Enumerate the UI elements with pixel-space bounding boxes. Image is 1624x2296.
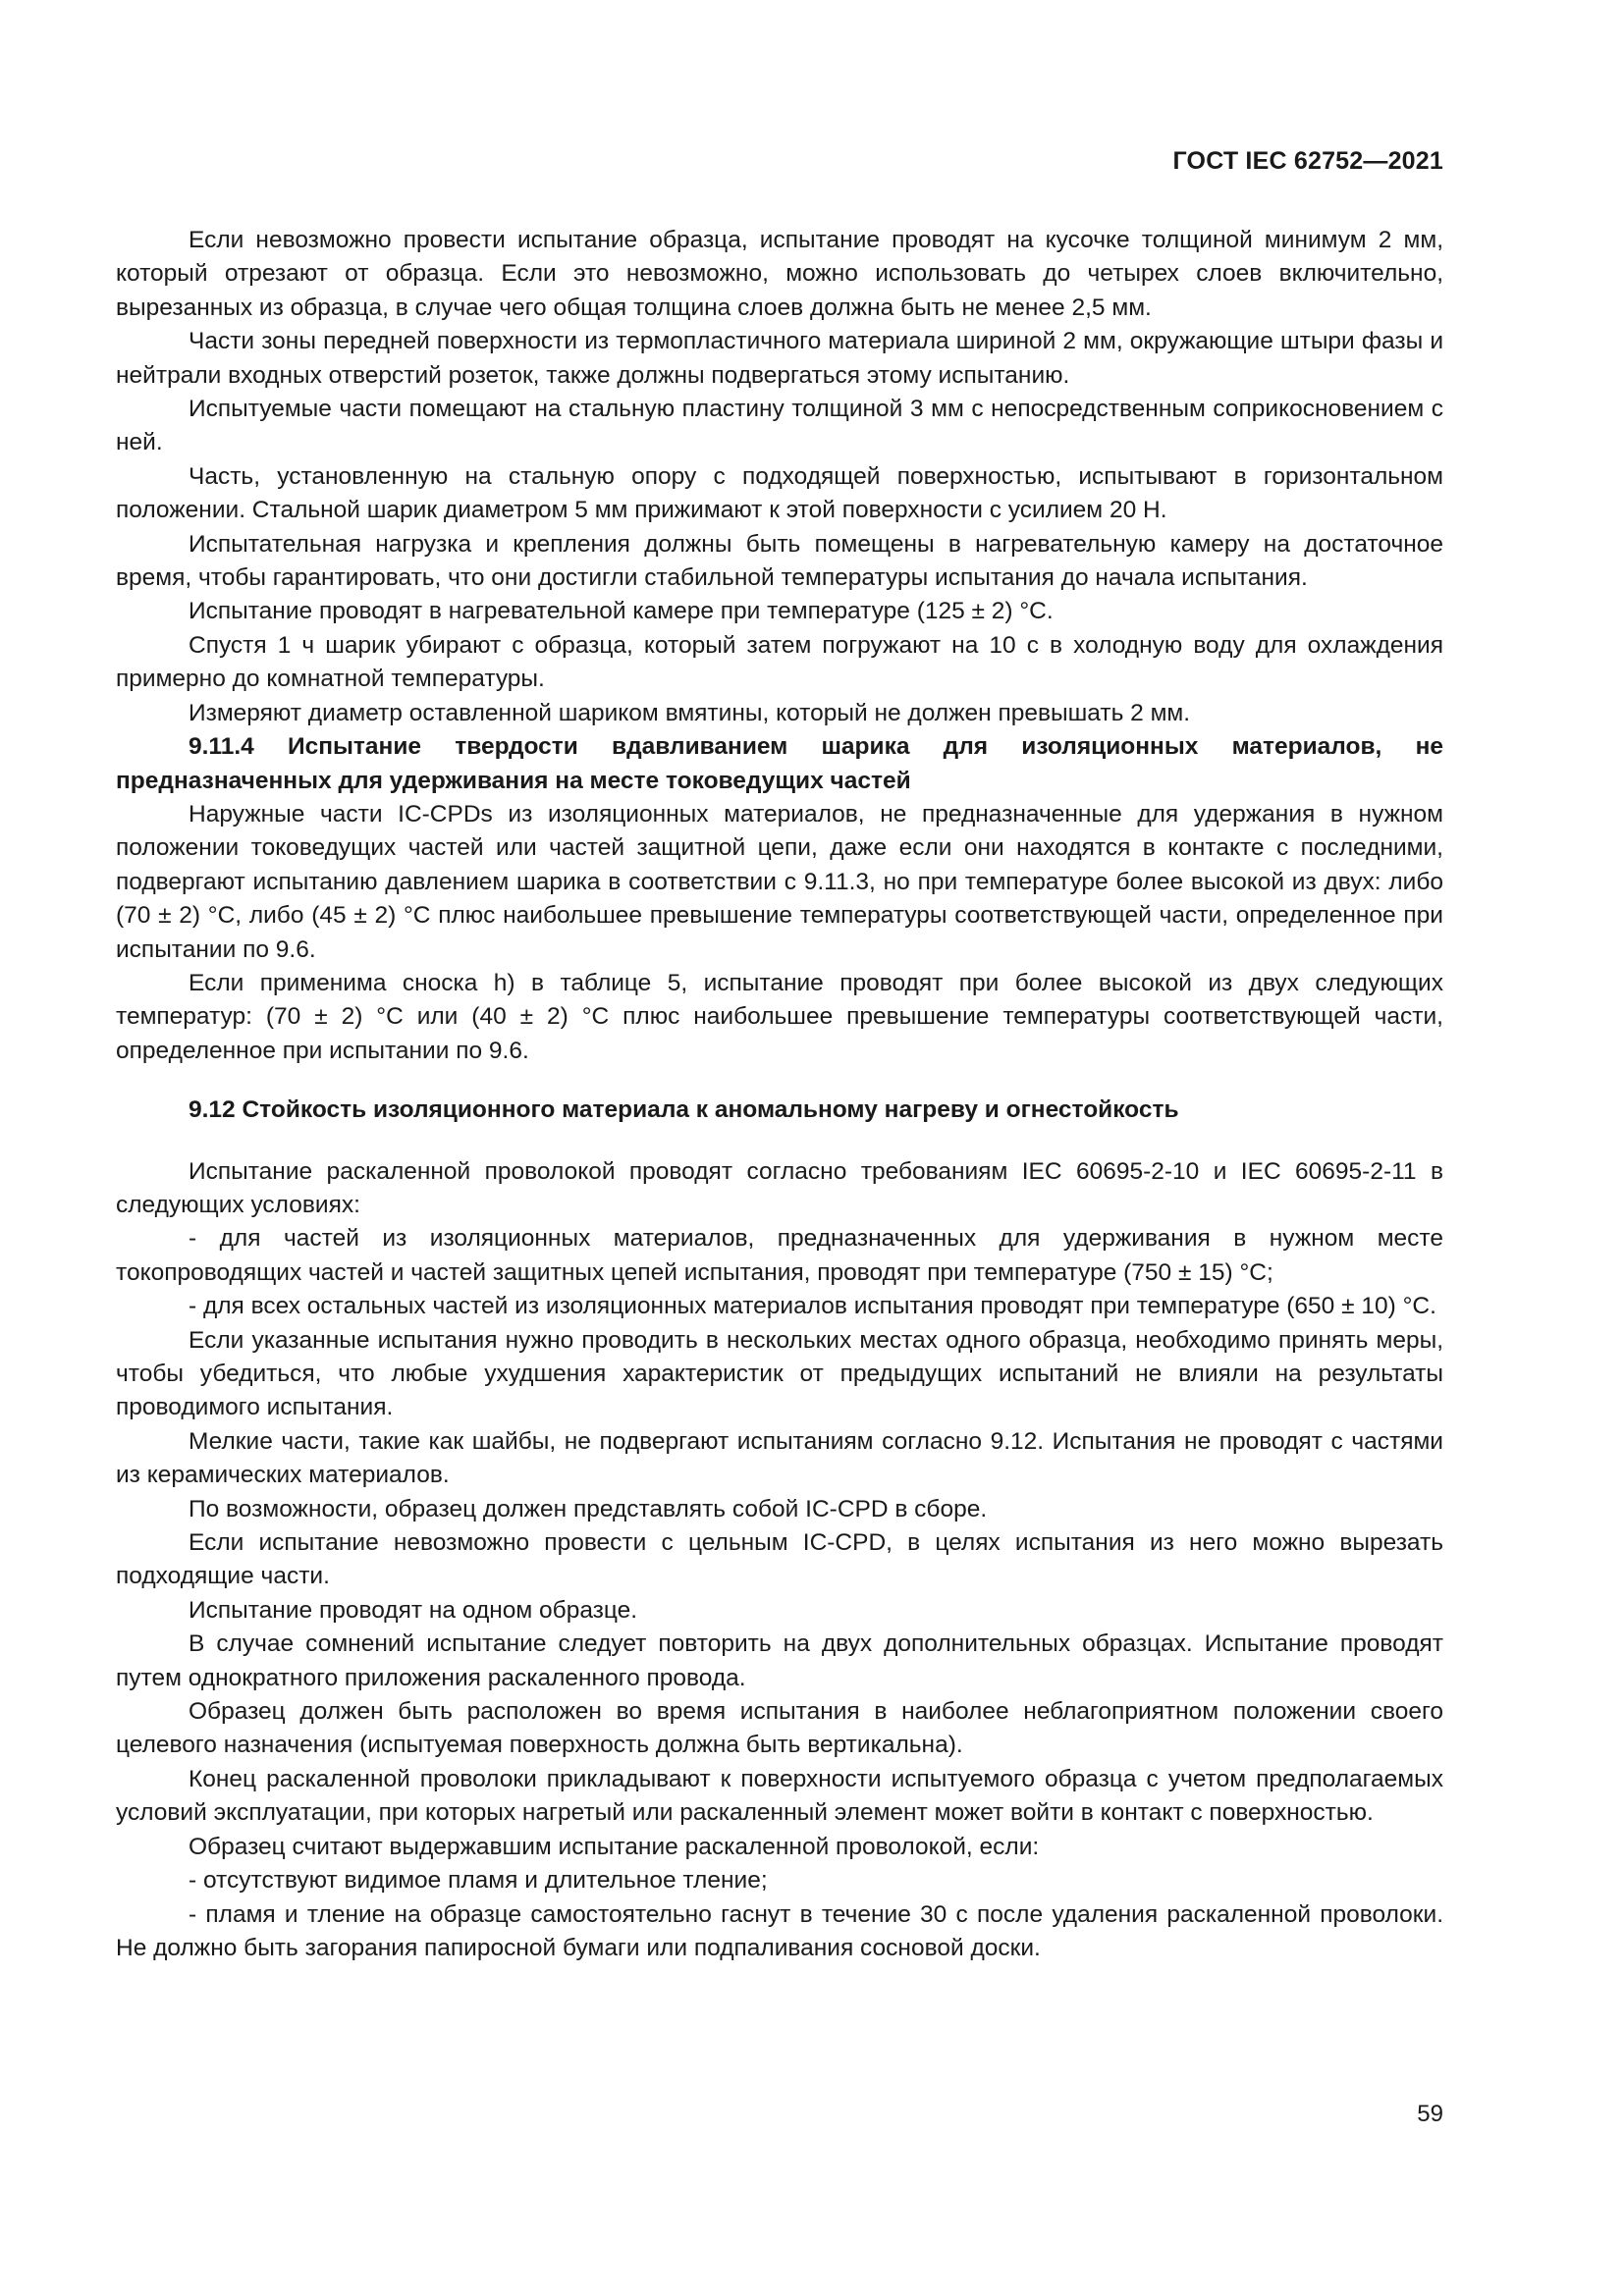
paragraph: Образец считают выдержавшим испытание раскаленной проволокой, если:	[189, 1833, 1040, 1860]
paragraph: Часть, установленную на стальную опору с подходящей поверхностью, испытывают в горизонтальном положении. Стальной шарик диаметром 5 мм прижимают к этой поверхности с усилием 20 Н.	[116, 462, 1443, 524]
paragraph: Испытуемые части помещают на стальную пластину толщиной 3 мм с непосредственным соприкосновением с ней.	[116, 396, 1443, 456]
section-heading: 9.12 Стойкость изоляционного материала к аномальному нагреву и огнестойкость	[189, 1096, 1179, 1124]
document-header: ГОСТ IEC 62752—2021	[1172, 147, 1443, 175]
list-item: - для частей из изоляционных материалов, предназначенных для удерживания в нужном месте токопроводящих частей и частей защитных цепей испытания, проводят при температуре (750 ± 15) °С;	[116, 1225, 1443, 1286]
paragraph: Испытание раскаленной проволокой проводят согласно требованиям IEC 60695-2-10 и IEC 60695-2-11 в следующих условиях:	[116, 1157, 1443, 1218]
paragraph: Наружные части IC-CPDs из изоляционных материалов, не предназначенные для удержания в нужном положении токоведущих частей или частей защитной цепи, даже если они находятся в контакте с последними, подвергают испытанию давлением шарика в соответствии с 9.11.3, но при температуре более высокой из двух: либо (70 ± 2) °С, либо (45 ± 2) °С плюс наибольшее превышение температуры соответствующей части, определенное при испытании по 9.6.	[116, 800, 1443, 963]
paragraph: Измеряют диаметр оставленной шариком вмятины, который не должен превышать 2 мм.	[189, 699, 1191, 726]
paragraph: Спустя 1 ч шарик убирают с образца, который затем погружают на 10 с в холодную воду для охлаждения примерно до комнатной температуры.	[116, 631, 1443, 693]
paragraph: Конец раскаленной проволоки прикладывают к поверхности испытуемого образца с учетом предполагаемых условий эксплуатации, при которых нагретый или раскаленный элемент может войти в контакт с поверхностью.	[116, 1765, 1443, 1827]
paragraph: Если указанные испытания нужно проводить в нескольких местах одного образца, необходимо принять меры, чтобы убедиться, что любые ухудшения характеристик от предыдущих испытаний не влияли на результаты проводимого испытания.	[116, 1326, 1443, 1421]
paragraph: Части зоны передней поверхности из термопластичного материала шириной 2 мм, окружающие штыри фазы и нейтрали входных отверстий розеток, также должны подвергаться этому испытанию.	[116, 328, 1443, 389]
list-item: - для всех остальных частей из изоляционных материалов испытания проводят при температуре (650 ± 10) °С.	[189, 1293, 1436, 1320]
paragraph: Если испытание невозможно провести с цельным IC-CPD, в целях испытания из него можно вырезать подходящие части.	[116, 1529, 1443, 1590]
paragraph: Если невозможно провести испытание образца, испытание проводят на кусочке толщиной минимум 2 мм, который отрезают от образца. Если это невозможно, можно использовать до четырех слоев включительно, вырезанных из образца, в случае чего общая толщина слоев должна быть не менее 2,5 мм.	[116, 227, 1443, 321]
subsection-heading: 9.11.4 Испытание твердости вдавливанием шарика для изоляционных материалов, не предназначенных для удерживания на месте токоведущих частей	[116, 733, 1443, 794]
paragraph: В случае сомнений испытание следует повторить на двух дополнительных образцах. Испытание проводят путем однократного приложения раскаленного провода.	[116, 1630, 1443, 1691]
paragraph: Образец должен быть расположен во время испытания в наиболее неблагоприятном положении своего целевого назначения (испытуемая поверхность должна быть вертикальна).	[116, 1698, 1443, 1759]
paragraph: Испытание проводят на одном образце.	[189, 1596, 638, 1624]
document-body	[116, 224, 1443, 1965]
list-item: - пламя и тление на образце самостоятельно гаснут в течение 30 с после удаления раскаленной проволоки. Не должно быть загорания папиросной бумаги или подпаливания сосновой доски.	[116, 1900, 1443, 1961]
paragraph: Мелкие части, такие как шайбы, не подвергают испытаниям согласно 9.12. Испытания не проводят с частями из керамических материалов.	[116, 1427, 1443, 1489]
list-item: - отсутствуют видимое пламя и длительное тление;	[189, 1867, 768, 1895]
page-number: 59	[1417, 2101, 1443, 2127]
paragraph: Испытание проводят в нагревательной камере при температуре (125 ± 2) °С.	[189, 598, 1054, 625]
paragraph: Если применима сноска h) в таблице 5, испытание проводят при более высокой из двух следующих температур: (70 ± 2) °С или (40 ± 2) °С плюс наибольшее превышение температуры соответствующей части, определенное при испытании по 9.6.	[116, 969, 1443, 1064]
paragraph: Испытательная нагрузка и крепления должны быть помещены в нагревательную камеру на достаточное время, чтобы гарантировать, что они достигли стабильной температуры испытания до начала испытания.	[116, 530, 1443, 592]
paragraph: По возможности, образец должен представлять собой IC-CPD в сборе.	[189, 1495, 988, 1522]
